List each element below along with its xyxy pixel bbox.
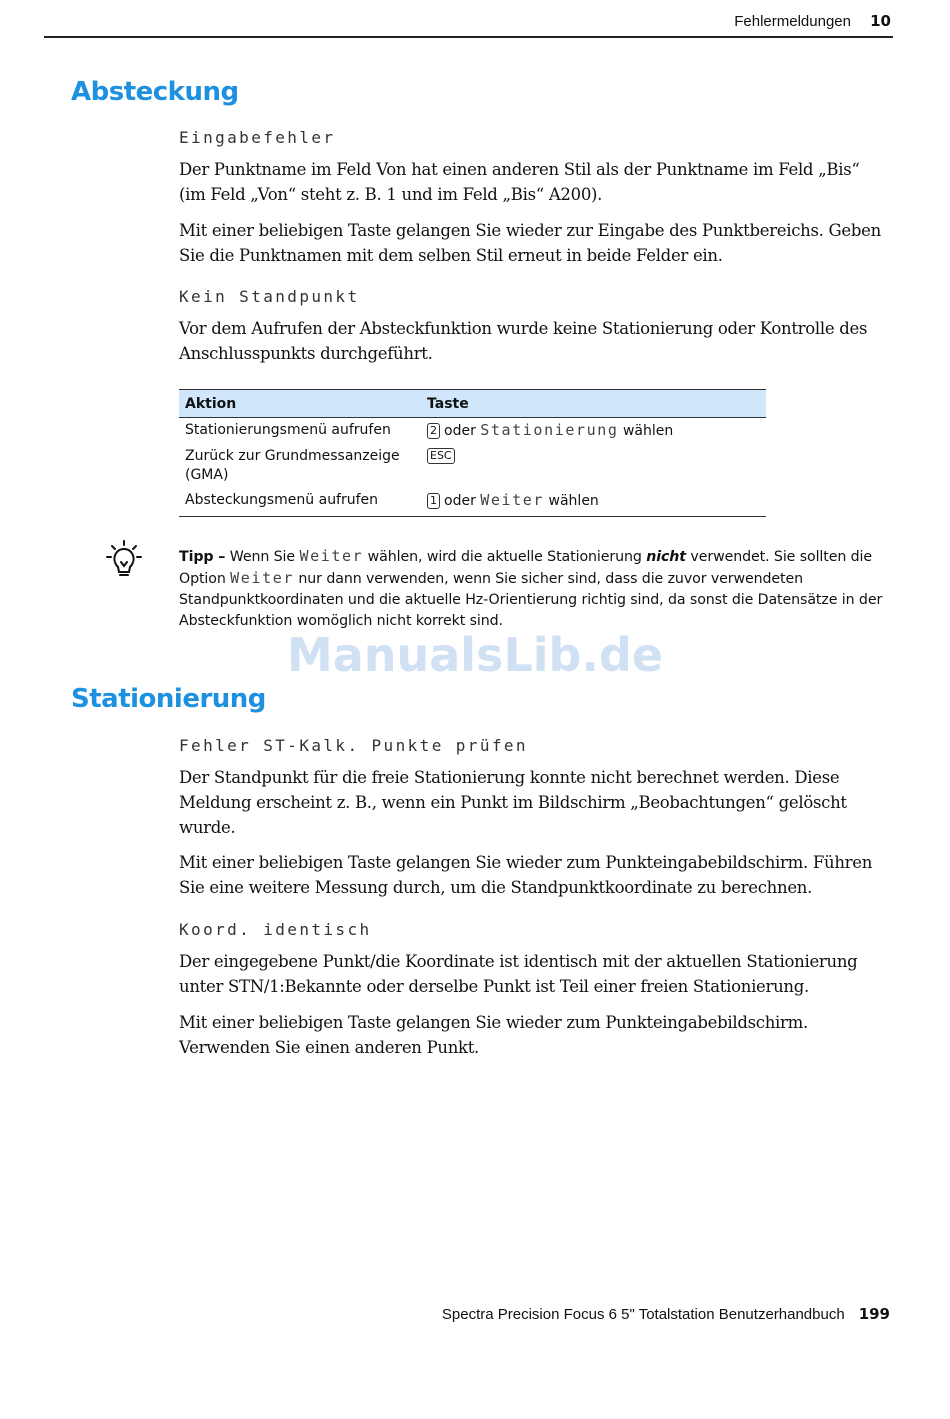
- header-section-title: Fehlermeldungen: [734, 13, 851, 30]
- conj-text: oder: [444, 493, 476, 509]
- table-header-taste: Taste: [421, 390, 766, 418]
- table-cell-key: [421, 418, 766, 445]
- key-esc-icon: ESC: [427, 448, 455, 464]
- footer-book-title: Spectra Precision Focus 6 5" Totalstation Benutzerhandbuch: [441, 1306, 845, 1323]
- tip-emphasis: nicht: [646, 549, 686, 565]
- suffix-text: wählen: [548, 493, 599, 509]
- table-cell-action: Stationierungsmenü aufrufen: [185, 422, 391, 438]
- suffix-text: wählen: [622, 423, 674, 439]
- paragraph: Mit einer beliebigen Taste gelangen Sie wieder zum Punkteingabebildschirm. Verwenden Sie einen anderen Punkt.: [179, 1013, 808, 1057]
- tip-text: Wenn Sie: [229, 549, 296, 565]
- header-chapter-number: 10: [870, 12, 891, 30]
- message-code-kein-standpunkt: Kein Standpunkt: [179, 287, 360, 306]
- paragraph: Der eingegebene Punkt/die Koordinate ist identisch mit der aktuellen Stationierung unter STN/1:Bekannte oder derselbe Punkt ist Teil einer freien Stationierung.: [179, 952, 858, 996]
- paragraph: Der Standpunkt für die freie Stationierung konnte nicht berechnet werden. Diese Meldung erscheint z. B., wenn ein Punkt im Bildschirm „Beobachtungen“ gelöscht wurde.: [179, 768, 847, 837]
- table-cell-key: [421, 444, 766, 488]
- watermark: ManualsLib.de: [286, 628, 664, 682]
- page-footer: [442, 1305, 890, 1323]
- table-cell-key: [421, 488, 766, 517]
- tip-text: verwendet. Sie sollten die Option: [179, 549, 873, 587]
- softkey-stationierung: Stationierung: [480, 421, 619, 439]
- paragraph: Vor dem Aufrufen der Absteckfunktion wurde keine Stationierung oder Kontrolle des Anschlusspunkts durchgeführt.: [179, 319, 868, 363]
- heading-absteckung: Absteckung: [71, 77, 239, 107]
- table-cell-action: Zurück zur Grundmessanzeige (GMA): [185, 448, 400, 483]
- table-header-aktion: Aktion: [179, 390, 421, 418]
- tip-text: wählen, wird die aktuelle Stationierung: [367, 549, 642, 565]
- softkey-weiter: Weiter: [230, 569, 294, 587]
- footer-page-number: 199: [858, 1305, 890, 1323]
- page-header: [44, 10, 893, 38]
- message-code-koord-identisch: Koord. identisch: [179, 920, 372, 939]
- table-row: [179, 444, 766, 488]
- tip-text: nur dann verwenden, wenn Sie sicher sind, dass die zuvor verwendeten Standpunktkoordinaten und die aktuelle Hz-Orientierung richtig sind, da sonst die Datensätze in der Absteckfunktion womöglich nicht korrekt sind.: [179, 571, 883, 629]
- softkey-weiter: Weiter: [299, 547, 364, 565]
- table-row: [179, 418, 766, 445]
- paragraph: Der Punktname im Feld Von hat einen anderen Stil als der Punktname im Feld „Bis“ (im Feld „Von“ steht z. B. 1 und im Feld „Bis“ A200).: [179, 160, 860, 204]
- conj-text: oder: [444, 423, 476, 439]
- message-code-eingabefehler: Eingabefehler: [179, 128, 336, 147]
- table-header-row: [179, 390, 766, 418]
- lightbulb-icon: [106, 540, 142, 580]
- action-key-table: [179, 389, 766, 517]
- softkey-weiter: Weiter: [480, 491, 545, 509]
- message-code-fehler-st-kalk: Fehler ST-Kalk. Punkte prüfen: [179, 736, 528, 755]
- table-cell-action: Absteckungsmenü aufrufen: [179, 488, 421, 517]
- tip-label: Tipp –: [179, 549, 226, 565]
- tip-note: [179, 546, 891, 632]
- heading-stationierung: Stationierung: [71, 684, 266, 714]
- table-row: [179, 488, 766, 517]
- paragraph: Mit einer beliebigen Taste gelangen Sie wieder zum Punkteingabebildschirm. Führen Sie eine weitere Messung durch, um die Standpunktkoordinate zu berechnen.: [179, 853, 873, 897]
- paragraph: Mit einer beliebigen Taste gelangen Sie wieder zur Eingabe des Punktbereichs. Geben Sie die Punktnamen mit dem selben Stil erneut in beide Felder ein.: [179, 221, 881, 265]
- key-1-icon: 1: [427, 493, 440, 509]
- key-2-icon: 2: [427, 423, 440, 439]
